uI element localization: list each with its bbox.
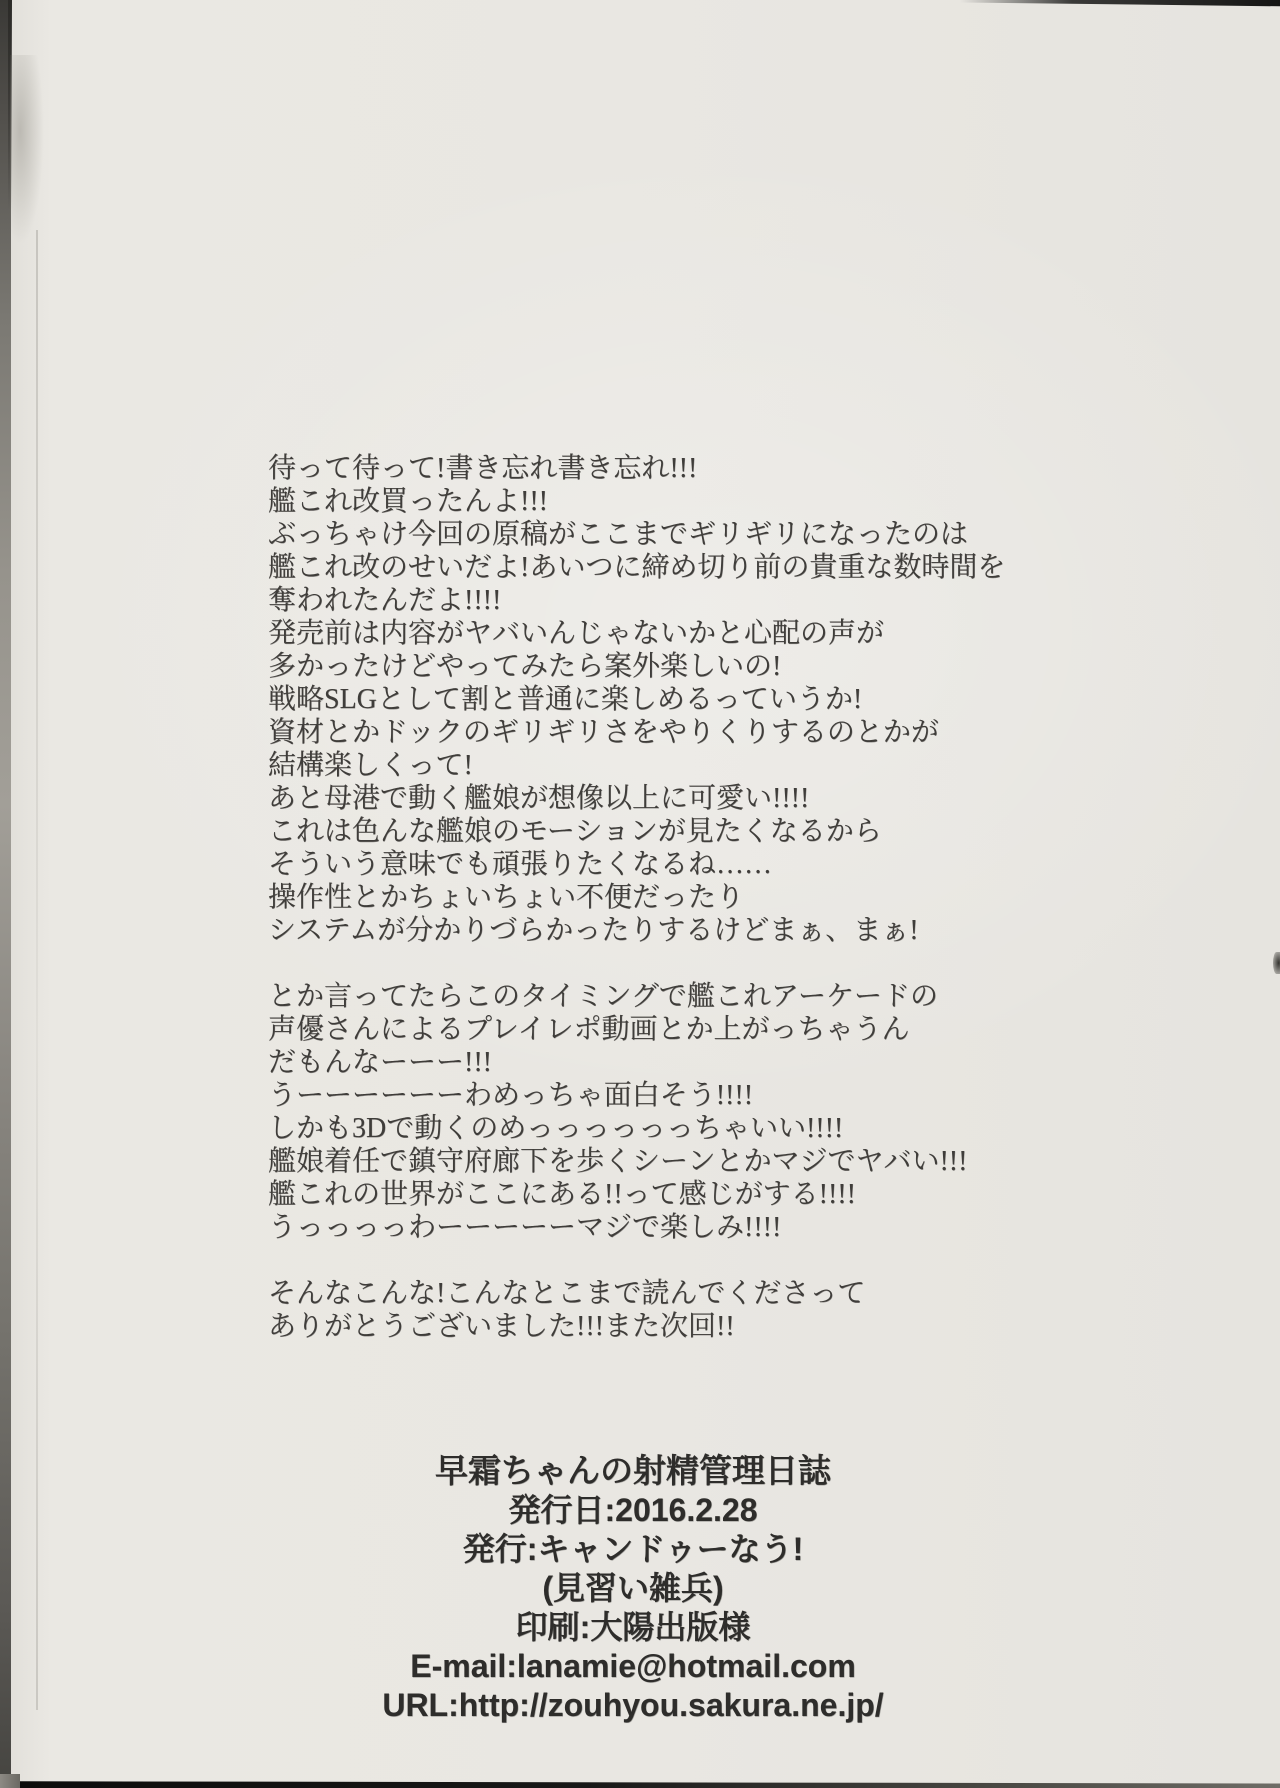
scan-speck-right: [1273, 952, 1280, 974]
scan-smudge-left: [10, 55, 44, 245]
colophon-publisher: 発行:キャンドゥーなう!: [462, 1531, 804, 1567]
afterword-line: あと母港で動く艦娘が想像以上に可愛い!!!!: [268, 783, 810, 814]
afterword-line-blank: [268, 1244, 1005, 1277]
afterword-line: 結構楽しくって!: [268, 750, 473, 781]
afterword-line: 艦これ改のせいだよ!あいつに締め切り前の貴重な数時間を: [268, 552, 1006, 583]
afterword-line: だもんなーーー!!!: [268, 1047, 492, 1078]
afterword-line: システムが分かりづらかったりするけどまぁ、まぁ!: [268, 915, 919, 946]
afterword-line: 待って待って!書き忘れ書き忘れ!!!: [268, 453, 698, 484]
colophon-publish-date: 発行日:2016.2.28: [508, 1492, 758, 1528]
afterword-line-blank: [268, 947, 1005, 980]
colophon-circle-note: (見習い雑兵): [542, 1570, 724, 1606]
afterword-line: そういう意味でも頑張りたくなるね……: [268, 849, 773, 880]
afterword-line: 戦略SLGとして割と普通に楽しめるっていうか!: [268, 684, 863, 715]
afterword-line: とか言ってたらこのタイミングで艦これアーケードの: [268, 981, 939, 1012]
colophon-block: [0, 1450, 1266, 1725]
afterword-line: 発売前は内容がヤバいんじゃないかと心配の声が: [268, 618, 885, 649]
afterword-line: そんなこんな!こんなとこまで読んでくださって: [268, 1278, 866, 1309]
afterword-line: これは色んな艦娘のモーションが見たくなるから: [268, 816, 882, 847]
colophon-printer: 印刷:大陽出版様: [515, 1609, 751, 1645]
afterword-line: 多かったけどやってみたら案外楽しいの!: [268, 651, 782, 682]
scan-edge-top-right: [960, 0, 1280, 7]
afterword-line: 声優さんによるプレイレポ動画とか上がっちゃうん: [268, 1014, 910, 1045]
afterword-line: 艦これ改買ったんよ!!!: [268, 486, 548, 517]
afterword-line: 艦これの世界がここにある!!って感じがする!!!!: [268, 1179, 856, 1210]
afterword-line: 資材とかドックのギリギリさをやりくりするのとかが: [268, 717, 939, 748]
scan-corner-bottom-left: [0, 1774, 20, 1788]
afterword-line: しかも3Dで動くのめっっっっっっちゃいい!!!!: [268, 1113, 844, 1144]
afterword-line: うーーーーーーわめっちゃ面白そう!!!!: [268, 1080, 754, 1111]
afterword-line: ありがとうございました!!!また次回!!: [268, 1311, 735, 1342]
colophon-title: 早霜ちゃんの射精管理日誌: [435, 1452, 831, 1489]
colophon-url: URL:http://zouhyou.sakura.ne.jp/: [382, 1687, 884, 1723]
afterword-text-block: [268, 452, 1005, 1343]
scan-edge-bottom: [18, 1779, 1280, 1788]
afterword-line: 奪われたんだよ!!!!: [268, 585, 502, 616]
afterword-line: 操作性とかちょいちょい不便だったり: [268, 882, 745, 913]
colophon-email: E-mail:lanamie@hotmail.com: [410, 1648, 856, 1684]
afterword-line: 艦娘着任で鎮守府廊下を歩くシーンとかマジでヤバい!!!: [268, 1146, 968, 1177]
afterword-line: うっっっっわーーーーーマジで楽しみ!!!!: [268, 1212, 782, 1243]
afterword-line: ぶっちゃけ今回の原稿がここまでギリギリになったのは: [268, 519, 969, 550]
